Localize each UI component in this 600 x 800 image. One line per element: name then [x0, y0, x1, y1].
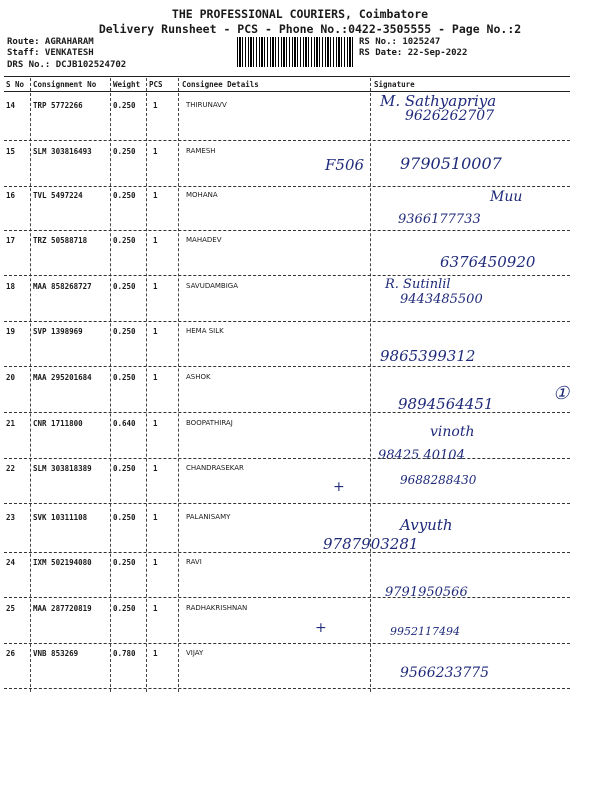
weight-value: 0.250	[113, 147, 136, 156]
row-serial-number: 20	[6, 373, 16, 382]
row-separator	[4, 552, 570, 553]
col-consignment: Consignment No	[33, 80, 97, 89]
handwritten-note: +	[333, 479, 345, 495]
handwritten-phone-number: 9787903281	[323, 535, 419, 553]
handwritten-phone-number: 98425 40104	[378, 448, 465, 463]
consignee-name: RAVI	[186, 558, 202, 566]
consignee-name: MAHADEV	[186, 236, 222, 244]
pcs-value: 1	[153, 147, 158, 156]
consignment-number: SVK 10311108	[33, 513, 88, 522]
weight-value: 0.780	[113, 649, 136, 658]
handwritten-phone-number: 9566233775	[400, 665, 490, 681]
consignee-name: MOHANA	[186, 191, 218, 199]
staff-label: Staff: VENKATESH	[7, 48, 94, 58]
consignee-name: ASHOK	[186, 373, 211, 381]
column-divider	[30, 78, 31, 692]
rs-number: RS No.: 1025247	[359, 37, 441, 47]
handwritten-phone-number: 9865399312	[380, 347, 476, 365]
handwritten-phone-number: 9791950566	[385, 585, 468, 600]
col-consignee: Consignee Details	[182, 80, 259, 89]
handwritten-phone-number: 9894564451	[398, 395, 494, 413]
weight-value: 0.250	[113, 373, 136, 382]
consignee-name: BOOPATHIRAJ	[186, 419, 233, 427]
consignment-number: SVP 1398969	[33, 327, 83, 336]
runsheet-subtitle: Delivery Runsheet - PCS - Phone No.:0422-3505555 - Page No.:2	[98, 22, 522, 36]
pcs-value: 1	[153, 558, 158, 567]
col-weight: Weight	[113, 80, 141, 89]
handwritten-note: F506	[325, 156, 365, 174]
pcs-value: 1	[153, 191, 158, 200]
row-separator	[4, 688, 570, 689]
pcs-value: 1	[153, 419, 158, 428]
pcs-value: 1	[153, 604, 158, 613]
pcs-value: 1	[153, 282, 158, 291]
row-separator	[4, 643, 570, 644]
consignment-number: SLM 303816493	[33, 147, 92, 156]
col-pcs: PCS	[149, 80, 163, 89]
column-divider	[110, 78, 111, 692]
row-separator	[4, 321, 570, 322]
weight-value: 0.250	[113, 101, 136, 110]
consignment-number: TVL 5497224	[33, 191, 83, 200]
row-serial-number: 14	[6, 101, 16, 110]
handwritten-phone-number: 9688288430	[400, 473, 477, 487]
row-serial-number: 25	[6, 604, 16, 613]
column-divider	[178, 78, 179, 692]
pcs-value: 1	[153, 513, 158, 522]
consignment-number: CNR 1711800	[33, 419, 83, 428]
weight-value: 0.250	[113, 558, 136, 567]
row-serial-number: 21	[6, 419, 16, 428]
row-separator	[4, 230, 570, 231]
row-serial-number: 24	[6, 558, 16, 567]
row-serial-number: 17	[6, 236, 16, 245]
col-signature: Signature	[374, 80, 415, 89]
row-serial-number: 16	[6, 191, 16, 200]
row-serial-number: 26	[6, 649, 16, 658]
route-label: Route: AGRAHARAM	[7, 37, 94, 47]
handwritten-phone-number: 9790510007	[400, 154, 502, 173]
pcs-value: 1	[153, 236, 158, 245]
column-divider	[146, 78, 147, 692]
handwritten-phone-number: 9443485500	[400, 292, 483, 307]
consignee-name: VIJAY	[186, 649, 204, 657]
row-serial-number: 18	[6, 282, 16, 291]
handwritten-signature: M. Sathyapriya	[380, 92, 497, 110]
handwritten-note: +	[315, 620, 327, 636]
handwritten-signature: R. Sutinlil	[385, 277, 451, 292]
row-separator	[4, 597, 570, 598]
row-separator	[4, 140, 570, 141]
row-serial-number: 22	[6, 464, 16, 473]
consignment-number: IXM 502194080	[33, 558, 92, 567]
handwritten-phone-number: 9952117494	[390, 625, 460, 638]
weight-value: 0.250	[113, 513, 136, 522]
consignee-name: HEMA SILK	[186, 327, 224, 335]
col-sno: S No	[6, 80, 25, 89]
consignment-number: MAA 287720819	[33, 604, 92, 613]
drs-number: DRS No.: DCJB102524702	[7, 60, 127, 70]
rs-date: RS Date: 22-Sep-2022	[359, 48, 468, 58]
weight-value: 0.250	[113, 282, 136, 291]
weight-value: 0.250	[113, 236, 136, 245]
row-separator	[4, 412, 570, 413]
consignee-name: RAMESH	[186, 147, 216, 155]
consignment-number: SLM 303818389	[33, 464, 92, 473]
consignment-number: MAA 858268727	[33, 282, 92, 291]
handwritten-signature: Avyuth	[400, 516, 453, 534]
row-serial-number: 15	[6, 147, 16, 156]
handwritten-phone-number: 6376450920	[440, 253, 536, 271]
row-separator	[4, 366, 570, 367]
consignment-number: TRZ 50588718	[33, 236, 88, 245]
handwritten-signature: vinoth	[430, 424, 475, 440]
weight-value: 0.640	[113, 419, 136, 428]
consignee-name: THIRUNAVV	[186, 101, 227, 109]
pcs-value: 1	[153, 464, 158, 473]
handwritten-note: ①	[553, 383, 570, 404]
row-separator	[4, 458, 570, 459]
pcs-value: 1	[153, 649, 158, 658]
column-divider	[370, 78, 371, 692]
consignee-name: RADHAKRISHNAN	[186, 604, 248, 612]
consignee-name: SAVUDAMBIGA	[186, 282, 239, 290]
consignment-number: TRP 5772266	[33, 101, 83, 110]
consignee-name: PALANISAMY	[186, 513, 231, 521]
pcs-value: 1	[153, 373, 158, 382]
consignment-number: MAA 295201684	[33, 373, 92, 382]
row-serial-number: 19	[6, 327, 16, 336]
pcs-value: 1	[153, 327, 158, 336]
handwritten-phone-number: 9366177733	[398, 212, 481, 227]
weight-value: 0.250	[113, 191, 136, 200]
company-title: THE PROFESSIONAL COURIERS, Coimbatore	[171, 7, 429, 21]
consignment-number: VNB 853269	[33, 649, 79, 658]
weight-value: 0.250	[113, 327, 136, 336]
barcode	[237, 37, 355, 67]
header-top-rule	[4, 76, 570, 77]
row-separator	[4, 275, 570, 276]
handwritten-signature: Muu	[490, 189, 523, 205]
row-separator	[4, 186, 570, 187]
pcs-value: 1	[153, 101, 158, 110]
handwritten-phone-number: 9626262707	[405, 108, 495, 124]
weight-value: 0.250	[113, 604, 136, 613]
row-separator	[4, 503, 570, 504]
row-serial-number: 23	[6, 513, 16, 522]
consignee-name: CHANDRASEKAR	[186, 464, 244, 472]
weight-value: 0.250	[113, 464, 136, 473]
